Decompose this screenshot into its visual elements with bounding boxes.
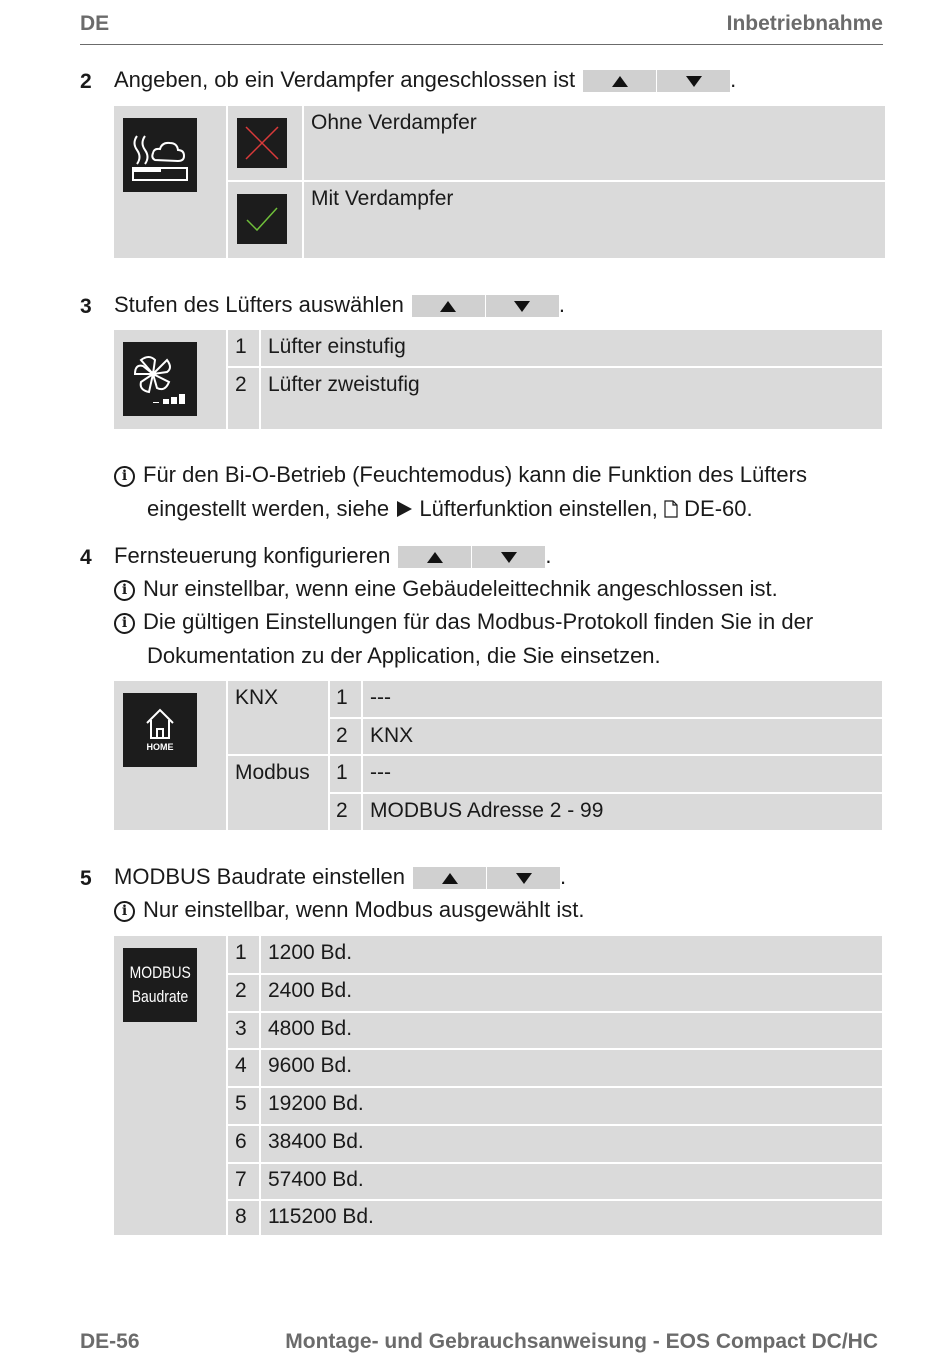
down-arrow-icon xyxy=(516,873,532,884)
row-divider xyxy=(228,1199,882,1201)
option-without-evaporator[interactable]: Ohne Verdampfer xyxy=(311,111,477,134)
row-divider xyxy=(228,1124,882,1126)
baudrate-option[interactable]: 1200 Bd. xyxy=(268,941,353,964)
baudrate-option[interactable]: 19200 Bd. xyxy=(268,1092,364,1115)
up-down-buttons[interactable] xyxy=(412,295,559,317)
icon-label-baudrate: Baudrate xyxy=(131,987,189,1006)
footer-page-number: DE-56 xyxy=(80,1330,140,1353)
knx-option-none[interactable]: --- xyxy=(370,686,391,709)
baudrate-row-number: 4 xyxy=(235,1054,247,1077)
modbus-option-none[interactable]: --- xyxy=(370,761,391,784)
up-arrow-icon xyxy=(427,552,443,563)
row-divider xyxy=(228,1162,882,1164)
evaporator-options-panel xyxy=(114,106,885,258)
fan-function-link[interactable]: Lüfterfunktion einstellen, xyxy=(419,496,658,521)
panel-divider xyxy=(302,106,304,258)
row-divider xyxy=(330,792,882,794)
step-2-number: 2 xyxy=(80,70,92,93)
modbus-row-number: 2 xyxy=(336,799,348,822)
knx-option-knx[interactable]: KNX xyxy=(370,724,414,747)
row-divider xyxy=(228,180,885,182)
up-arrow-icon xyxy=(442,873,458,884)
home-icon-label: HOME xyxy=(146,742,174,752)
info-icon: i xyxy=(114,580,135,601)
step-3-line: Stufen des Lüfters auswählen . xyxy=(114,292,565,317)
down-button[interactable] xyxy=(656,70,730,92)
baudrate-option[interactable]: 115200 Bd. xyxy=(268,1205,374,1228)
info-icon: i xyxy=(114,466,135,487)
fan-option-two-stage[interactable]: Lüfter zweistufig xyxy=(268,373,420,396)
step-5-text: MODBUS Baudrate einstellen xyxy=(114,864,406,889)
down-button[interactable] xyxy=(486,867,560,889)
baudrate-row-number: 3 xyxy=(235,1017,247,1040)
remote-info-1: i Nur einstellbar, wenn eine Gebäudeleittechnik angeschlossen ist. xyxy=(114,576,778,602)
row-divider xyxy=(330,717,882,719)
icon-label-modbus: MODBUS xyxy=(129,963,191,982)
remote-info-2: i Die gültigen Einstellungen für das Modbus-Protokoll finden Sie in der xyxy=(114,609,813,635)
down-arrow-icon xyxy=(501,552,517,563)
option-with-evaporator[interactable]: Mit Verdampfer xyxy=(311,187,454,210)
knx-row-number: 2 xyxy=(336,724,348,747)
up-down-buttons[interactable] xyxy=(398,546,545,568)
baudrate-option[interactable]: 57400 Bd. xyxy=(268,1168,364,1191)
baudrate-info: i Nur einstellbar, wenn Modbus ausgewählt ist. xyxy=(114,897,584,923)
page-icon xyxy=(664,500,678,518)
baudrate-row-number: 2 xyxy=(235,979,247,1002)
baudrate-option[interactable]: 38400 Bd. xyxy=(268,1130,364,1153)
fan-row-number: 1 xyxy=(235,335,247,358)
down-button[interactable] xyxy=(485,295,559,317)
up-button[interactable] xyxy=(398,546,471,568)
panel-divider xyxy=(259,330,261,429)
down-arrow-icon xyxy=(514,301,530,312)
down-button[interactable] xyxy=(471,546,545,568)
step-2-text: Angeben, ob ein Verdampfer angeschlossen ist xyxy=(114,67,576,92)
up-arrow-icon xyxy=(440,301,456,312)
step-5-number: 5 xyxy=(80,867,92,890)
up-button[interactable] xyxy=(583,70,656,92)
fan-options-panel xyxy=(114,330,882,429)
down-arrow-icon xyxy=(686,76,702,87)
row-divider xyxy=(228,366,882,368)
fan-row-number: 2 xyxy=(235,373,247,396)
remote-info-3: Dokumentation zu der Application, die Sie einsetzen. xyxy=(147,643,661,668)
fan-note-line-1: i Für den Bi-O-Betrieb (Feuchtemodus) kann die Funktion des Lüfters xyxy=(114,462,807,488)
row-divider xyxy=(228,1011,882,1013)
step-2-line: Angeben, ob ein Verdampfer angeschlossen ist . xyxy=(114,67,737,92)
up-arrow-icon xyxy=(612,76,628,87)
header-section-title: Inbetriebnahme xyxy=(726,12,883,35)
home-icon xyxy=(123,693,197,767)
up-down-buttons[interactable] xyxy=(413,867,560,889)
fan-option-single-stage[interactable]: Lüfter einstufig xyxy=(268,335,406,358)
baudrate-row-number: 6 xyxy=(235,1130,247,1153)
baudrate-row-number: 5 xyxy=(235,1092,247,1115)
row-divider xyxy=(228,1086,882,1088)
modbus-baudrate-icon xyxy=(123,948,197,1022)
baudrate-option[interactable]: 2400 Bd. xyxy=(268,979,353,1002)
panel-divider xyxy=(226,106,228,258)
baudrate-row-number: 8 xyxy=(235,1205,247,1228)
arrow-right-icon xyxy=(395,500,413,518)
step-4-number: 4 xyxy=(80,546,92,569)
step-4-line: Fernsteuerung konfigurieren . xyxy=(114,543,552,568)
cross-icon[interactable] xyxy=(237,118,287,168)
baudrate-row-number: 1 xyxy=(235,941,247,964)
row-divider xyxy=(228,1048,882,1050)
knx-row-number: 1 xyxy=(336,686,348,709)
fan-icon xyxy=(123,342,197,416)
baudrate-option[interactable]: 4800 Bd. xyxy=(268,1017,353,1040)
step-5-line: MODBUS Baudrate einstellen . xyxy=(114,864,567,889)
step-4-text: Fernsteuerung konfigurieren xyxy=(114,543,391,568)
row-divider xyxy=(228,973,882,975)
modbus-row-number: 1 xyxy=(336,761,348,784)
up-button[interactable] xyxy=(412,295,485,317)
check-icon[interactable] xyxy=(237,194,287,244)
group-label-modbus: Modbus xyxy=(235,761,310,784)
info-icon: i xyxy=(114,901,135,922)
panel-divider xyxy=(226,330,228,429)
page-reference[interactable]: DE-60. xyxy=(684,496,753,521)
step-3-number: 3 xyxy=(80,295,92,318)
info-icon: i xyxy=(114,613,135,634)
baudrate-option[interactable]: 9600 Bd. xyxy=(268,1054,353,1077)
evaporator-icon xyxy=(123,118,197,192)
step-3-text: Stufen des Lüfters auswählen xyxy=(114,292,404,317)
baudrate-row-number: 7 xyxy=(235,1168,247,1191)
up-button[interactable] xyxy=(413,867,486,889)
group-label-knx: KNX xyxy=(235,686,279,709)
modbus-option-address[interactable]: MODBUS Adresse 2 - 99 xyxy=(370,799,604,822)
up-down-buttons[interactable] xyxy=(583,70,730,92)
header-chapter: DE xyxy=(80,12,110,35)
fan-note-line-2: eingestellt werden, siehe Lüfterfunktion einstellen, DE-60. xyxy=(147,496,753,521)
footer-document-title: Montage- und Gebrauchsanweisung - EOS Compact DC/HC xyxy=(285,1330,878,1353)
row-divider xyxy=(228,754,882,756)
header-rule xyxy=(80,44,883,45)
